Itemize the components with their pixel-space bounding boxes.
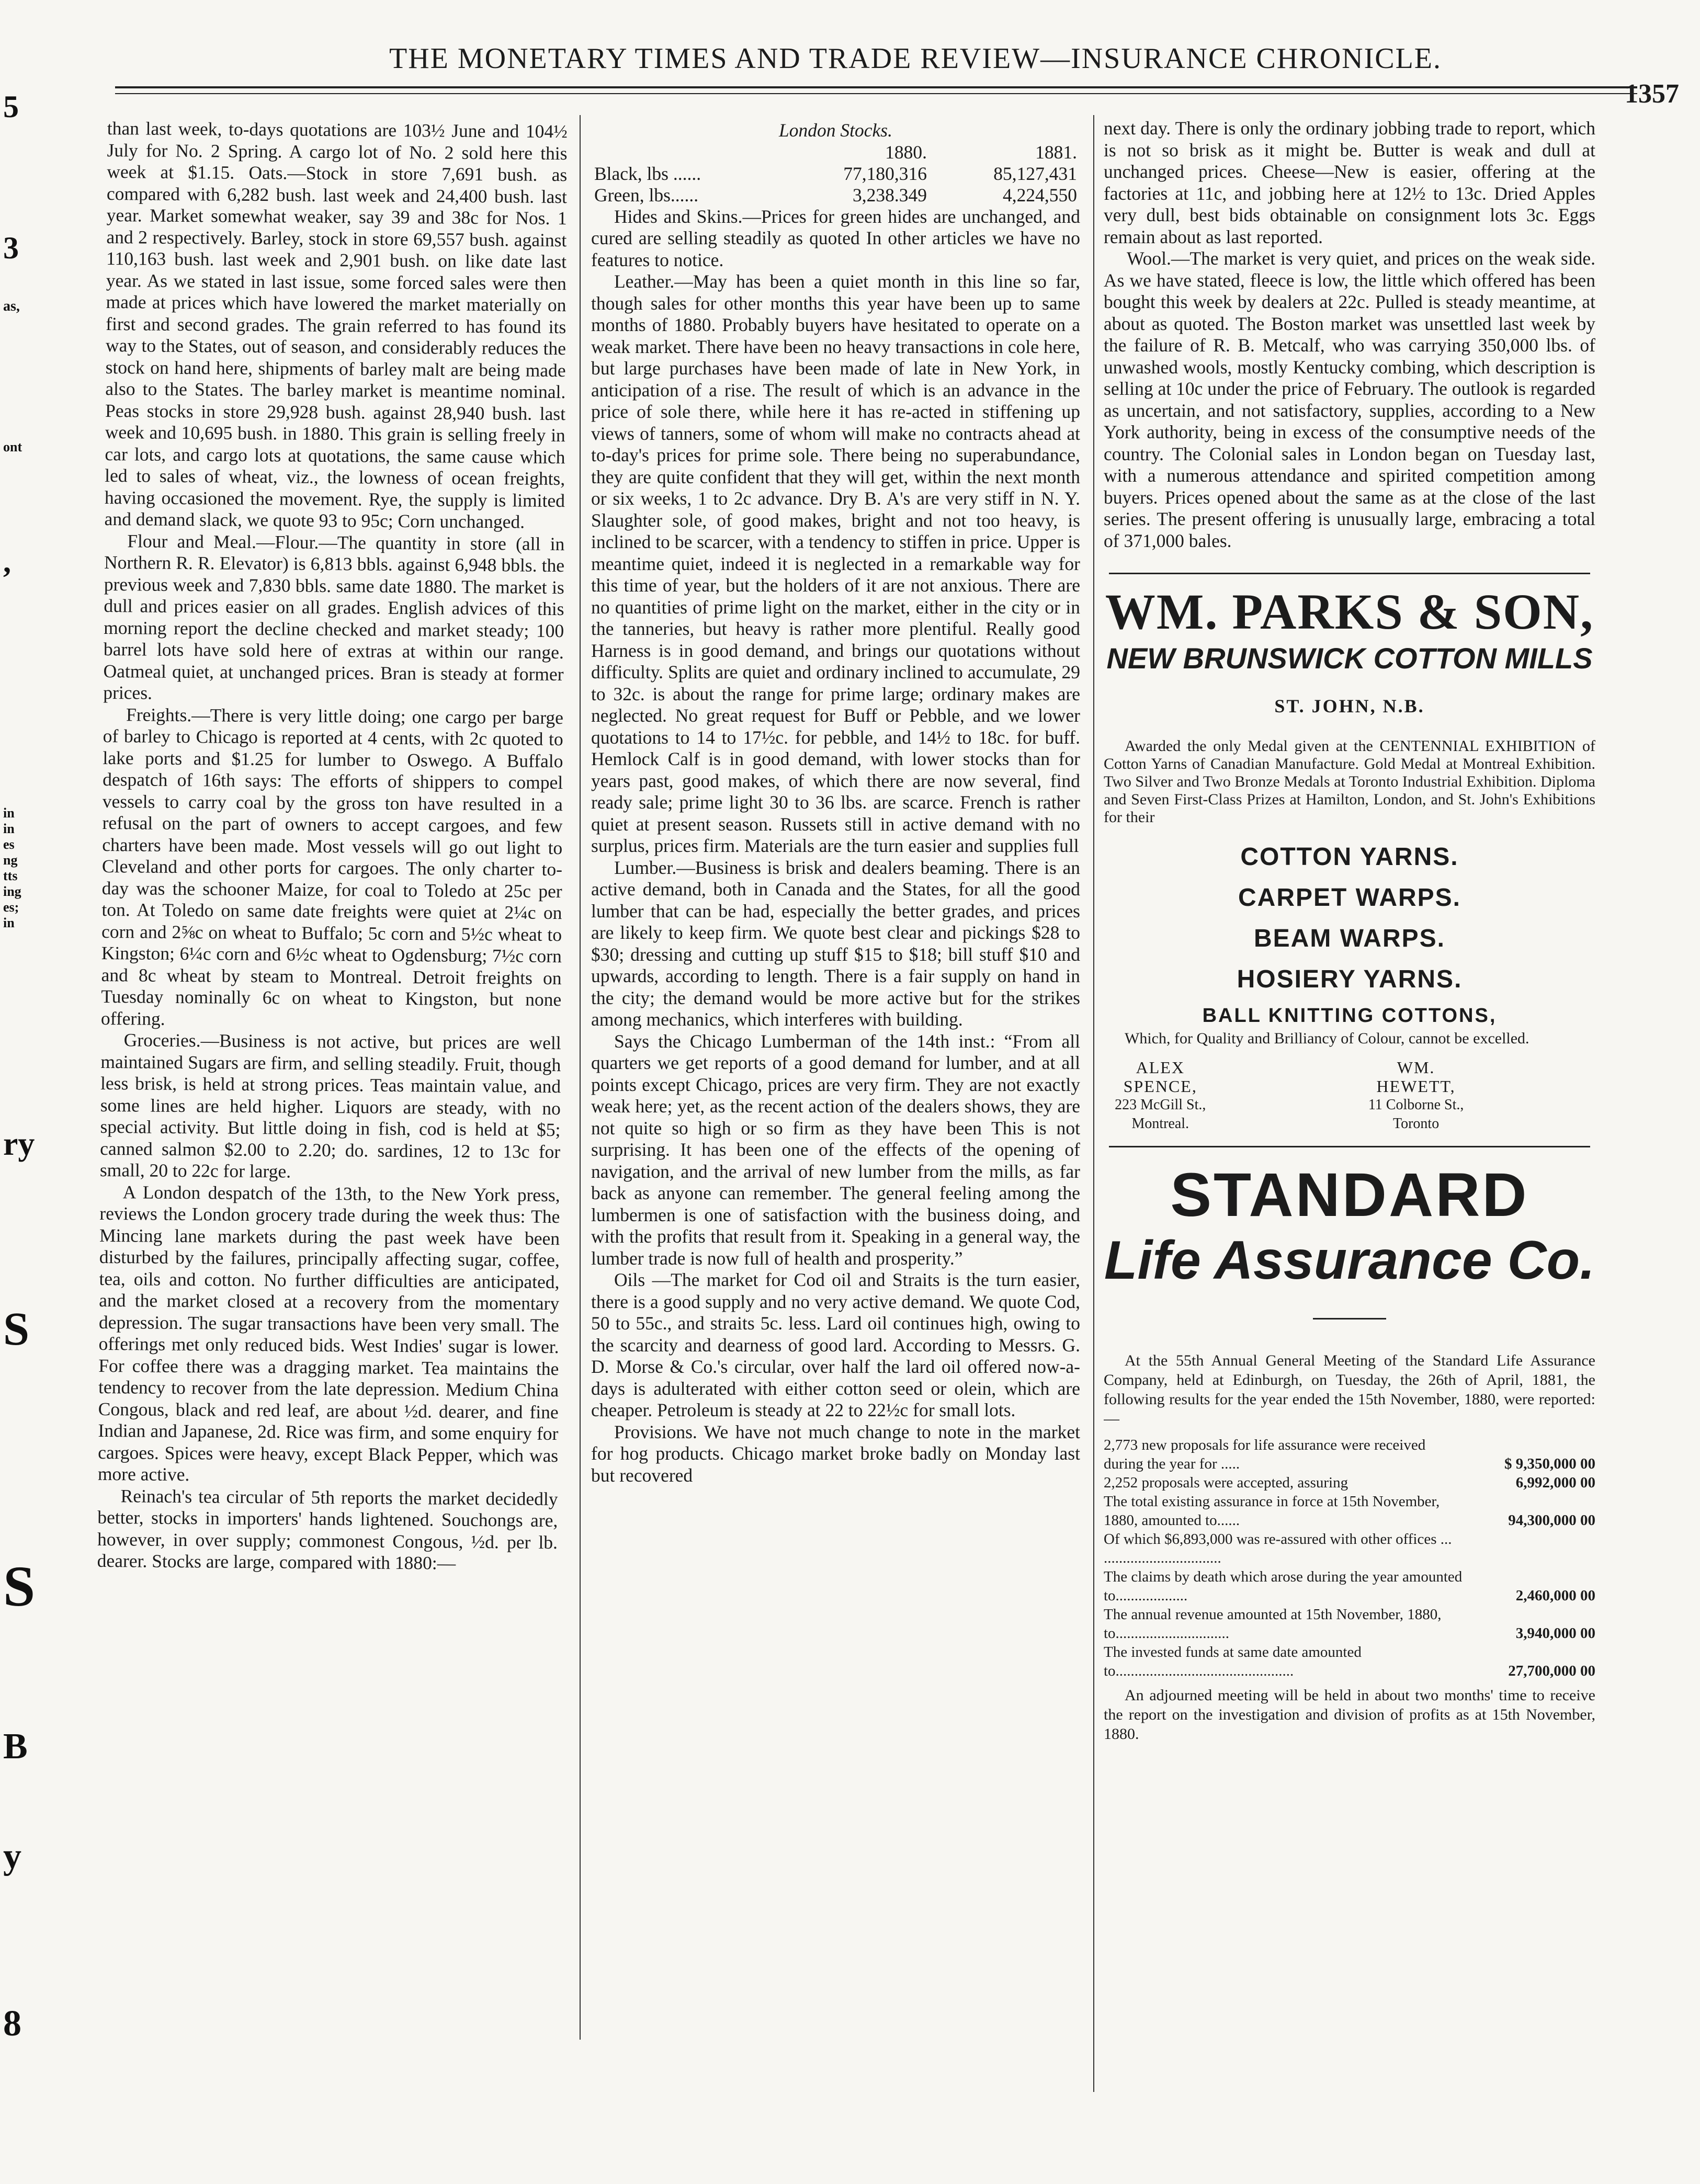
row-label: Black, lbs ...... <box>594 163 701 184</box>
result-label: The total existing assurance in force at 15th November, 1880, amounted to...... <box>1104 1493 1440 1529</box>
result-amount: 3,940,000 00 <box>1515 1625 1595 1642</box>
hides-skins-paragraph: Hides and Skins.—Prices for green hides are unchanged, and cured are selling steadily as quoted In other articles we have no features to notice. <box>591 206 1080 270</box>
ball-knitting-line: BALL KNITTING COTTONS, <box>1202 1004 1497 1027</box>
ad-rule <box>1109 1146 1590 1147</box>
margin-fragment: in <box>3 805 15 821</box>
result-amount: 94,300,000 00 <box>1508 1512 1595 1529</box>
margin-fragment: S <box>3 1554 36 1618</box>
table-header-row <box>591 142 1080 163</box>
column-markets-leather-lumber <box>591 118 1080 2115</box>
header-rule-thin <box>115 93 1637 94</box>
grain-paragraph: than last week, to-days quotations are 103½ June and 104½ July for No. 2 Spring. A cargo lot of No. 2 sold here this week at $1.15. Oats.—Stock in store 7,691 bush. as compared with 6,282 bush. last week and 24,400 bush. last year. Market somewhat weaker, say 39 and 38c for Nos. 1 and 2 respectively. Barley, stock in store 69,557 bush. against 110,163 bush. last week and 2,901 bush. on like date last year. As we stated in last issue, some forced sales were then made at prices which have lowered the market materially on first and second grades. The grain referred to has found its way to the States, out of season, and considerably reduces the stock on hand here, shipments of barley malt are being made also to the States. The barley market is meantime nominal. Peas stocks in store 29,928 bush. against 28,940 bush. last week and 10,695 bush. in 1880. This grain is selling freely in car lots, and cargo lots at quotations, the same cause which led to sales of wheat, viz., the lowness of ocean freights, having occasioned the movement. Rye, the supply is limited and demand slack, we quote 93 to 95c; Corn unchanged. <box>104 118 568 532</box>
result-row <box>1104 1436 1595 1473</box>
agent-montreal <box>1104 1058 1340 1133</box>
cell-1880: 3,238.349 <box>853 184 927 206</box>
standard-life-advertisement <box>1104 1146 1595 1744</box>
margin-fragment: y <box>3 1836 21 1876</box>
agents-block <box>1104 1058 1595 1133</box>
oils-paragraph: Oils —The market for Cod oil and Straits is the turn easier, there is a good supply and no very active demand. We quote Cod, 50 to 55c., and straits 5c. less. Lard oil continues high, owing to the scarcity and dearness of good lard. According to Messrs. G. D. Morse & Co.'s circular, over half the lard oil offered now-a-days is adulterated with either cotton seed or olein, which are cheaper. Petroleum is steady at 22 to 22½c for small lots. <box>591 1269 1080 1420</box>
tea-circular-paragraph: Reinach's tea circular of 5th reports the market decidedly better, stocks in importers' hands lightened. Souchongs are, however, in over supply; commonest Congous, ½d. per lb. dearer. Stocks are large, compared with 1880:— <box>97 1485 558 1574</box>
result-amount: 2,460,000 00 <box>1515 1587 1595 1604</box>
agent-name: ALEX SPENCE, <box>1123 1058 1197 1096</box>
product-line: COTTON YARNS. <box>1240 843 1459 871</box>
table-row <box>591 163 1080 185</box>
parks-advertisement <box>1104 573 1595 1133</box>
result-label: The annual revenue amounted at 15th November, 1880, to.............................. <box>1104 1606 1442 1642</box>
row-label: Green, lbs...... <box>594 184 699 206</box>
page-number: 1357 <box>1625 79 1679 109</box>
parks-location: ST. JOHN, N.B. <box>1274 696 1425 716</box>
column-wool-and-advertisements <box>1104 118 1595 2115</box>
provisions-continued-paragraph: next day. There is only the ordinary jobbing trade to report, which is not so brisk as it might be. Butter is weak and dull at unchanged prices. Cheese—New is easier, offering at the factories at 11c, and jobbing here at 12½ to 13c. Dried Apples very dull, best bids obtainable on consignment lots 3c. Eggs remain about as last reported. <box>1104 118 1595 247</box>
lumber-paragraph: Lumber.—Business is brisk and dealers beaming. There is an active demand, both in Canada and the States, for all the good lumber that can be had, especially the better grades, and prices are likely to keep firm. We quote best clear and pickings $28 to $30; dressing and cutting up stuff $15 to $18; bill stuff $10 and upwards, according to length. There is a fair supply on hand in the city; the demand would be more active but for the strikes among mechanics, which interferes with building. <box>591 857 1080 1030</box>
header-rule <box>115 86 1637 88</box>
margin-fragment: 8 <box>3 2004 21 2044</box>
parks-headline: WM. PARKS & SON, <box>1105 584 1594 640</box>
margin-fragment: 5 <box>3 89 19 124</box>
result-label: The claims by death which arose during the year amounted to................... <box>1104 1568 1463 1604</box>
flour-meal-paragraph: Flour and Meal.—Flour.—The quantity in store (all in Northern R. R. Elevator) is 6,813 bbls. against 6,948 bbls. the previous week and 7,830 bbls. same date 1880. The market is dull and prices easier on all grades. English advices of this morning report the decline checked and market steady; 100 barrel lots have sold here of extras at within our range. Oatmeal quiet, at unchanged prices. Bran is steady at former prices. <box>103 530 565 703</box>
quality-claim: Which, for Quality and Brilliancy of Colour, cannot be excelled. <box>1125 1030 1529 1047</box>
result-row <box>1104 1643 1595 1680</box>
agent-toronto <box>1359 1058 1595 1133</box>
london-stocks-table <box>591 142 1080 206</box>
margin-fragment: in <box>3 821 15 836</box>
column-rule <box>580 115 581 2040</box>
margin-fragment: es <box>3 837 15 852</box>
column-markets-grain-groceries <box>93 118 568 2119</box>
margin-fragment: ng <box>3 852 18 868</box>
margin-fragment: tts <box>3 868 18 883</box>
cell-1880: 77,180,316 <box>843 163 927 184</box>
agent-name: WM. HEWETT, <box>1376 1058 1456 1096</box>
standard-outro: An adjourned meeting will be held in about two months' time to receive the report on the investigation and division of profits as at 15th November, 1880. <box>1104 1687 1595 1743</box>
result-row <box>1104 1605 1595 1643</box>
margin-fragment: 3 <box>3 231 19 265</box>
provisions-paragraph: Provisions. We have not much change to note in the market for hog products. Chicago market broke badly on Monday last but recovered <box>591 1421 1080 1486</box>
freights-paragraph: Freights.—There is very little doing; one cargo per barge of barley to Chicago is reported at 4 cents, with 2c quoted to lake ports and $1.25 for lumber to Oswego. A Buffalo despatch of 16th says: The efforts of shippers to compel vessels to carry coal by the gross ton have resulted in a refusal on the part of owners to accept cargoes, and few charters have been made. Most vessels will go out light to Cleveland and other ports for cargoes. The only charter to-day was the schooner Maize, for coal to Toledo at 25c per ton. At Toledo on same date freights were quiet at 2¼c on corn and 2⅝c on wheat to Buffalo; 5c corn and 5½c wheat to Kingston; 6¼c corn and 6½c wheat to Ogdensburg; 7½c corn and 8c wheat by steam to Montreal. Detroit freights on Tuesday nominally 6c on wheat to Kingston, but none offering. <box>100 703 564 1029</box>
margin-fragment: , <box>3 544 11 579</box>
table-row <box>591 185 1080 206</box>
result-row <box>1104 1473 1595 1492</box>
parks-subhead: NEW BRUNSWICK COTTON MILLS <box>1106 642 1593 675</box>
result-row <box>1104 1492 1595 1530</box>
result-label: Of which $6,893,000 was re-assured with other offices ... ............................... <box>1104 1531 1452 1566</box>
publication-title: THE MONETARY TIMES AND TRADE REVIEW—INSURANCE CHRONICLE. <box>389 42 1442 75</box>
margin-fragment: S <box>3 1303 30 1355</box>
results-list <box>1104 1436 1595 1680</box>
result-row <box>1104 1530 1595 1567</box>
margin-fragment: in <box>3 915 15 930</box>
standard-subhead: Life Assurance Co. <box>1104 1230 1595 1291</box>
product-line: BEAM WARPS. <box>1253 924 1445 952</box>
margin-fragment: es; <box>3 900 19 915</box>
column-rule <box>1093 115 1094 2092</box>
year-header: 1881. <box>1035 141 1077 163</box>
wool-paragraph: Wool.—The market is very quiet, and prices on the weak side. As we have stated, fleece is low, the little which offered has been bought this week by dealers at 22c. Pulled is steady meantime, at about as quoted. The Boston market was unsettled last week by the failure of R. B. Metcalf, who was carrying 350,000 lbs. of unwashed wools, mostly Kentucky combing, which description is selling at 10c under the price of February. The outlook is regarded as uncertain, and not satisfactory, supplies, according to a New York authority, being in excess of the consumptive needs of the country. The Colonial sales in London began on Tuesday last, with a numerous attendance and spirited competition among buyers. Prices opened about the same as at the close of the last series. The present offering is unusually large, embracing a total of 371,000 bales. <box>1104 248 1595 551</box>
result-label: The invested funds at same date amounted to............................................... <box>1104 1644 1362 1679</box>
agent-address: 223 McGill St., Montreal. <box>1115 1097 1206 1132</box>
london-despatch-paragraph: A London despatch of the 13th, to the New York press, reviews the London grocery trade during the week thus: The Mincing lane markets during the past week have been disturbed by the failures, principally affecting sugar, coffee, tea, oils and cotton. No further difficulties are anticipated, and the market closed at a recovery from the momentary depression. The sugar transactions have been very small. The offerings met only reduced bids. West Indies' sugar is lower. For coffee there was a dragging market. Tea maintains the tendency to recover from the late depression. Medium China Congous, black and red leaf, are about ½d. dearer, and fine Indian and Japanese, 2d. Rice was firm, and some enquiry for cargoes. Spices were heavy, except Black Pepper, which was more active. <box>97 1181 560 1485</box>
standard-intro: At the 55th Annual General Meeting of the Standard Life Assurance Company, held at Edinburgh, on Tuesday, the 26th of April, 1881, the following results for the year ended the 15th November, 1880, were reported:— <box>1104 1352 1595 1427</box>
margin-fragment: as, <box>3 298 20 314</box>
margin-fragment: ing <box>3 884 21 899</box>
margin-fragment: ont <box>3 439 22 454</box>
result-label: 2,773 new proposals for life assurance were received during the year for ..... <box>1104 1437 1426 1472</box>
ad-rule <box>1109 573 1590 574</box>
result-row <box>1104 1567 1595 1605</box>
cell-1881: 85,127,431 <box>993 163 1077 184</box>
product-line: HOSIERY YARNS. <box>1237 965 1463 993</box>
agent-address: 11 Colborne St., Toronto <box>1368 1097 1464 1132</box>
left-margin-bleed <box>0 78 37 2118</box>
result-amount: $ 9,350,000 00 <box>1504 1455 1595 1472</box>
margin-fragment: ry <box>3 1125 35 1162</box>
result-amount: 6,992,000 00 <box>1515 1474 1595 1491</box>
parks-awards: Awarded the only Medal given at the CENTENNIAL EXHIBITION of Cotton Yarns of Canadian Manufacture. Gold Medal at Montreal Exhibition. Two Silver and Two Bronze Medals at Toronto Industrial Exhibition. Diploma and Seven First-Class Prizes at Hamilton, London, and St. John's Exhibitions for their <box>1104 737 1595 826</box>
standard-headline: STANDARD <box>1170 1161 1529 1230</box>
page-header <box>105 37 1679 110</box>
london-stocks-title: London Stocks. <box>779 120 892 141</box>
result-amount: 27,700,000 00 <box>1508 1663 1595 1679</box>
leather-paragraph: Leather.—May has been a quiet month in this line so far, though sales for other months this year have been up to same months of 1880. Probably buyers have hesitated to operate on a weak market. There have been no heavy transactions in cole here, but large purchases have been made of late in New York, in anticipation of a rise. The result of which is an advance in the price of sole there, while here it has re-acted in stiffening up views of tanners, some of whom will make no contracts ahead at to-day's prices for prime sole. There being no superabundance, they are quite confident that they will get, within the next month or six weeks, 1 to 2c advance. Dry B. A's are very stiff in N. Y. Slaughter sole, of good makes, bright and not too heavy, is inclined to be scarcer, with a tendency to stiffen in price. Upper is meantime quiet, indeed it is neglected in a remarkable way for this time of year, but the holders of it are not anxious. There are no quantities of prime light on the market, either in the city or in the tanneries, but heavy is rather more plentiful. Really good Harness is in good demand, and brings our quotations without difficulty. Splits are quiet and ordinary inclined to accumulate, 29 to 32c. is about the range for prime large; ordinary makes are neglected. No great request for Buff or Pebble, and we lower quotations to 14 to 17½c. for pebble, and 14½ to 18c. for buff. Hemlock Calf is in good demand, with lower stocks than for years past, good makes, of which there are now several, find ready sale; prime light 30 to 36 lbs. are scarce. French is rather quiet at present season. Russets still in active demand with no surplus, prices firm. Materials are the turn easier and supplies full <box>591 271 1080 856</box>
cell-1881: 4,224,550 <box>1003 184 1077 206</box>
groceries-paragraph: Groceries.—Business is not active, but prices are well maintained Sugars are firm, and selling steadily. Fruit, though less brisk, is held at strong prices. Teas maintain value, and some lines are held higher. Liquors are steady, with no special activity. But little doing in fish, cod is held at $5; canned salmon $2.00 to 2.20; do. sardines, 12 to 13c for small, 20 to 22c for large. <box>99 1029 561 1182</box>
year-header: 1880. <box>885 141 927 163</box>
result-label: 2,252 proposals were accepted, assuring <box>1104 1474 1348 1491</box>
short-rule <box>1313 1318 1386 1320</box>
chicago-lumberman-paragraph: Says the Chicago Lumberman of the 14th inst.: “From all quarters we get reports of a good demand for lumber, and at all points except Chicago, prices are very firm. They are not exactly weak here; yet, as the recent action of the dealers shows, they are not quite so high or so firm as they have been This is not surprising. It has been one of the effects of the opening of navigation, and the arrival of new lumber from the mills, as far back as anyone can remember. The general feeling among the lumbermen is one of satisfaction with the business doing, and with the profits that result from it. Speaking in a general way, the lumber trade is now full of health and prosperity.” <box>591 1030 1080 1269</box>
product-line: CARPET WARPS. <box>1238 883 1461 912</box>
margin-fragment: B <box>3 1726 28 1767</box>
